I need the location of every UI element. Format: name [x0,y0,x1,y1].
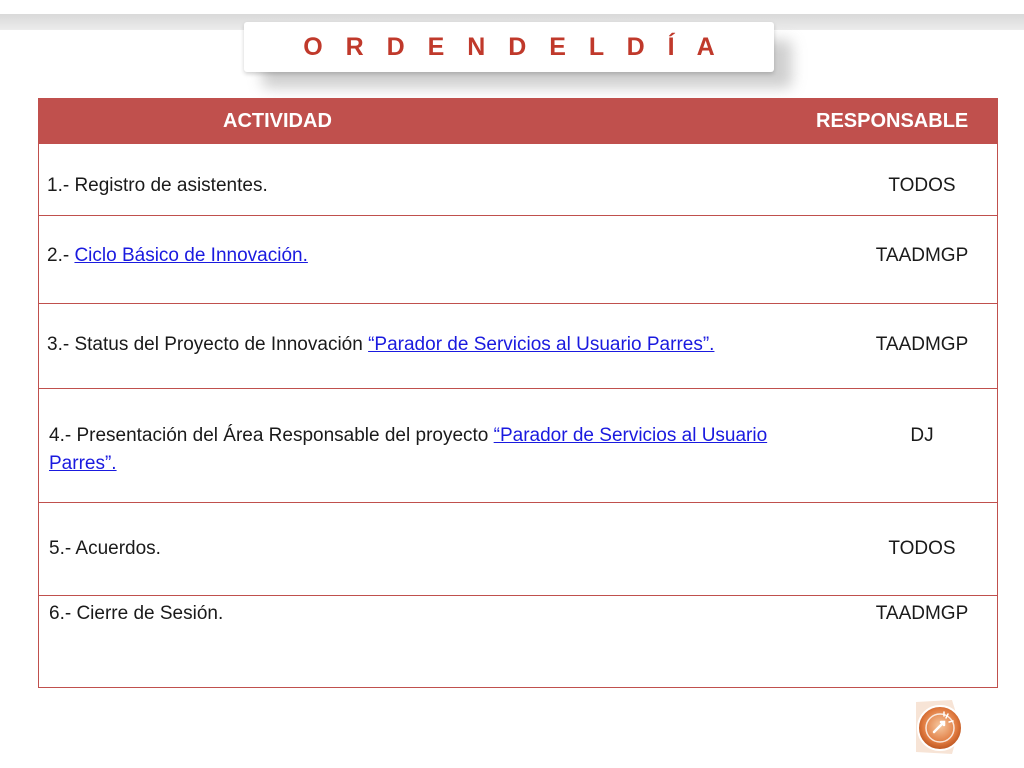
table-row [39,215,997,303]
activity-text: 2.- [47,245,75,266]
header-responsible: RESPONSABLE [816,110,969,132]
activity-text: 4.- Presentación del Área Responsable del proyecto [49,425,494,446]
activity-link-parador[interactable]: “Parador de Servicios al Usuario Parres”. [368,334,715,355]
table-row [39,502,997,595]
title-box [244,22,774,72]
table-row [39,143,997,215]
activity-text: 5.- Acuerdos. [49,538,161,559]
responsible-cell: TAADMGP [875,603,969,624]
header-activity: ACTIVIDAD [223,110,332,132]
agenda-table [38,98,998,688]
responsible-cell: TODOS [888,175,956,196]
table-row [39,303,997,388]
responsible-cell: TAADMGP [875,245,969,266]
table-row [39,595,997,687]
activity-cell [49,422,779,478]
activity-cell [47,172,787,200]
activity-cell [47,331,787,359]
responsible-cell: TODOS [888,538,956,559]
table-row [39,388,997,502]
slide-title: O R D E N D E L D Í A [303,32,723,61]
activity-link-parador[interactable]: “Parador de Servicios al Usuario Parres”. [49,425,768,474]
activity-text: 6.- Cierre de Sesión. [49,603,224,624]
innovation-logo-icon [908,696,968,758]
responsible-cell: DJ [910,425,934,446]
activity-cell [49,535,789,563]
activity-cell [49,600,789,628]
activity-link-ciclo-basico[interactable]: Ciclo Básico de Innovación. [74,245,308,266]
activity-text: 1.- Registro de asistentes. [47,175,268,196]
table-header [39,99,997,143]
activity-cell [47,242,787,270]
activity-text: 3.- Status del Proyecto de Innovación [47,334,369,355]
responsible-cell: TAADMGP [875,334,969,355]
